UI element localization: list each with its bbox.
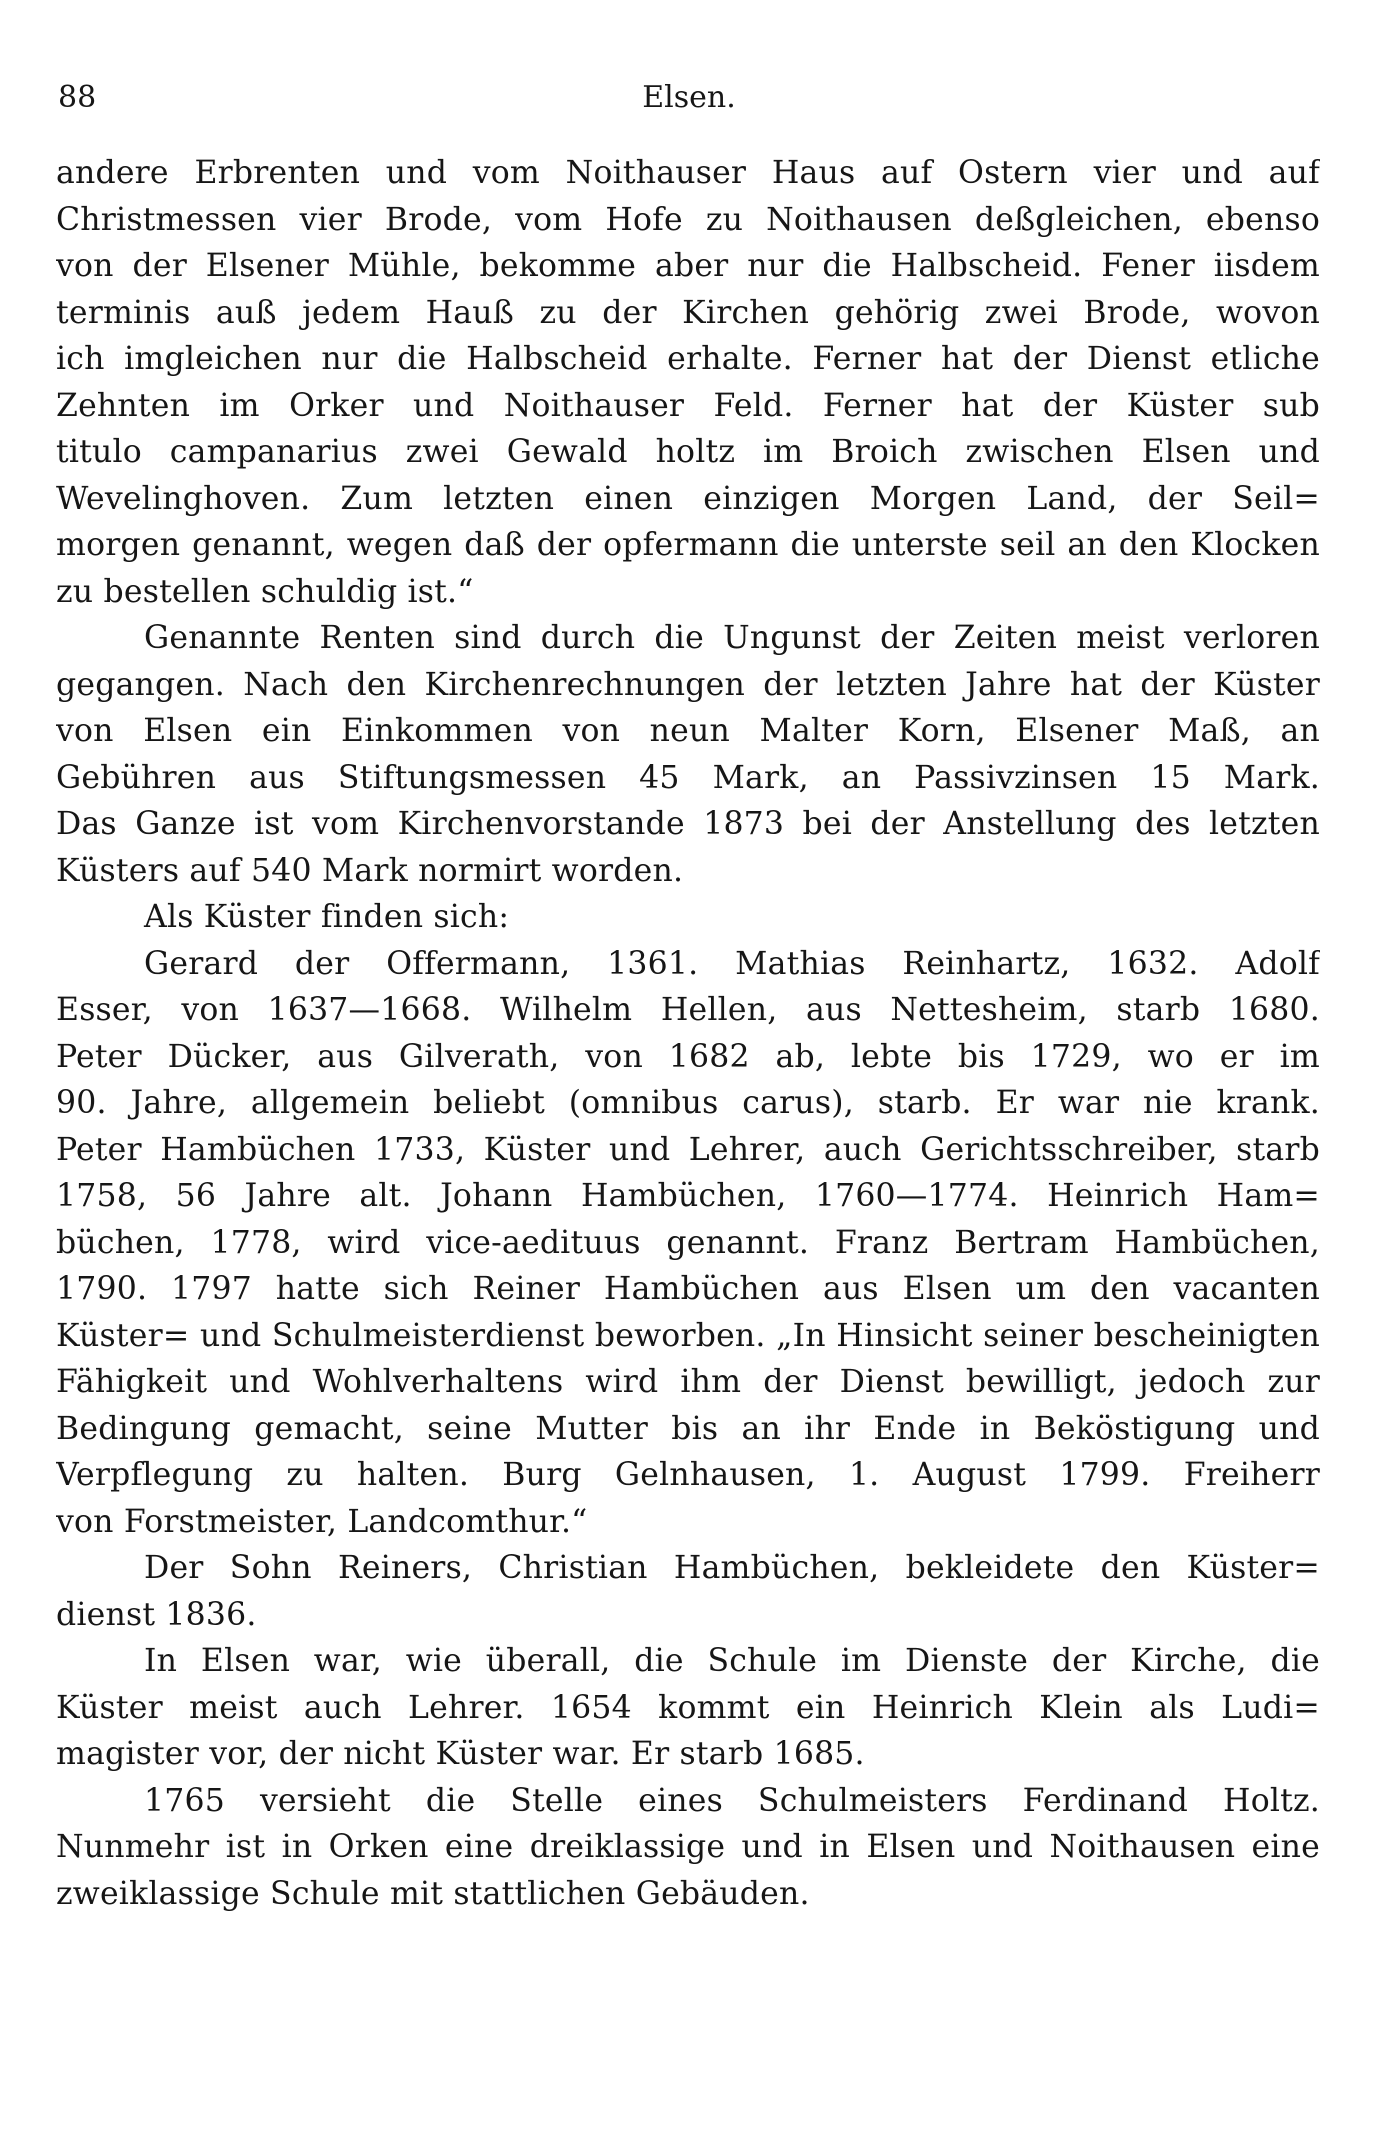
text-line: Esser, von 1637—1668. Wilhelm Hellen, aus Nettesheim, starb 1680. [56, 992, 1320, 1028]
text-line: Der Sohn Reiners, Christian Hambüchen, bekleidete den Küster= [144, 1550, 1320, 1586]
text-line: terminis auß jedem Hauß zu der Kirchen gehörig zwei Brode, wovon [56, 294, 1320, 331]
text-line: Das Ganze ist vom Kirchenvorstande 1873 bei der Anstellung des letzten [56, 806, 1320, 842]
text-line: von Elsen ein Einkommen von neun Malter Korn, Elsener Maß, an [56, 713, 1320, 749]
text-line: Wevelinghoven. Zum letzten einen einzigen Morgen Land, der Seil= [56, 480, 1320, 517]
text-line: zu bestellen schuldig ist.“ [56, 573, 474, 610]
text-line: von Forstmeister, Landcomthur.“ [56, 1503, 588, 1540]
text-line: ich imgleichen nur die Halbscheid erhalte. Ferner hat der Dienst etliche [56, 341, 1320, 377]
text-line: 1790. 1797 hatte sich Reiner Hambüchen aus Elsen um den vacanten [56, 1271, 1320, 1307]
text-line: titulo campanarius zwei Gewald holtz im Broich zwischen Elsen und [56, 434, 1320, 470]
page-header [58, 80, 1320, 120]
text-line: gegangen. Nach den Kirchenrechnungen der letzten Jahre hat der Küster [56, 666, 1320, 703]
running-head: Elsen. [642, 80, 736, 115]
body-text [56, 150, 1320, 1917]
text-line: Nunmehr ist in Orken eine dreiklassige und in Elsen und Noithausen eine [56, 1829, 1320, 1865]
text-line: Fähigkeit und Wohlverhaltens wird ihm der Dienst bewilligt, jedoch zur [56, 1364, 1320, 1400]
text-line: morgen genannt, wegen daß der opfermann die unterste seil an den Klocken [56, 527, 1320, 563]
text-line: Genannte Renten sind durch die Ungunst der Zeiten meist verloren [144, 620, 1320, 656]
text-line: von der Elsener Mühle, bekomme aber nur die Halbscheid. Fener iisdem [56, 248, 1320, 284]
text-line: Küster= und Schulmeisterdienst beworben. „In Hinsicht seiner bescheinigten [56, 1317, 1320, 1354]
text-line: magister vor, der nicht Küster war. Er starb 1685. [56, 1736, 865, 1772]
text-line: Küsters auf 540 Mark normirt worden. [56, 852, 684, 889]
text-line: Gerard der Offermann, 1361. Mathias Reinhartz, 1632. Adolf [144, 945, 1320, 982]
text-line: Zehnten im Orker und Noithauser Feld. Ferner hat der Küster sub [56, 387, 1320, 424]
text-line: andere Erbrenten und vom Noithauser Haus auf Ostern vier und auf [56, 155, 1320, 191]
text-line: Christmessen vier Brode, vom Hofe zu Noithausen deßgleichen, ebenso [56, 201, 1320, 238]
text-line: Peter Hambüchen 1733, Küster und Lehrer, auch Gerichtsschreiber, starb [56, 1131, 1320, 1168]
text-line: dienst 1836. [56, 1596, 257, 1633]
text-line: 1765 versieht die Stelle eines Schulmeisters Ferdinand Holtz. [144, 1782, 1320, 1819]
text-line: Als Küster finden sich: [144, 899, 510, 935]
text-line: 1758, 56 Jahre alt. Johann Hambüchen, 1760—1774. Heinrich Ham= [56, 1178, 1320, 1214]
page-number: 88 [58, 80, 97, 115]
text-line: 90. Jahre, allgemein beliebt (omnibus carus), starb. Er war nie krank. [56, 1085, 1320, 1121]
text-line: Gebühren aus Stiftungsmessen 45 Mark, an Passivzinsen 15 Mark. [56, 759, 1320, 796]
text-line: Verpflegung zu halten. Burg Gelnhausen, 1. August 1799. Freiherr [56, 1457, 1320, 1493]
text-line: Bedingung gemacht, seine Mutter bis an ihr Ende in Beköstigung und [56, 1410, 1320, 1447]
text-line: In Elsen war, wie überall, die Schule im Dienste der Kirche, die [144, 1643, 1320, 1679]
text-line: büchen, 1778, wird vice-aedituus genannt. Franz Bertram Hambüchen, [56, 1224, 1320, 1261]
text-line: Peter Dücker, aus Gilverath, von 1682 ab, lebte bis 1729, wo er im [56, 1038, 1320, 1075]
text-line: zweiklassige Schule mit stattlichen Gebäuden. [56, 1875, 810, 1912]
text-line: Küster meist auch Lehrer. 1654 kommt ein Heinrich Klein als Ludi= [56, 1689, 1320, 1726]
